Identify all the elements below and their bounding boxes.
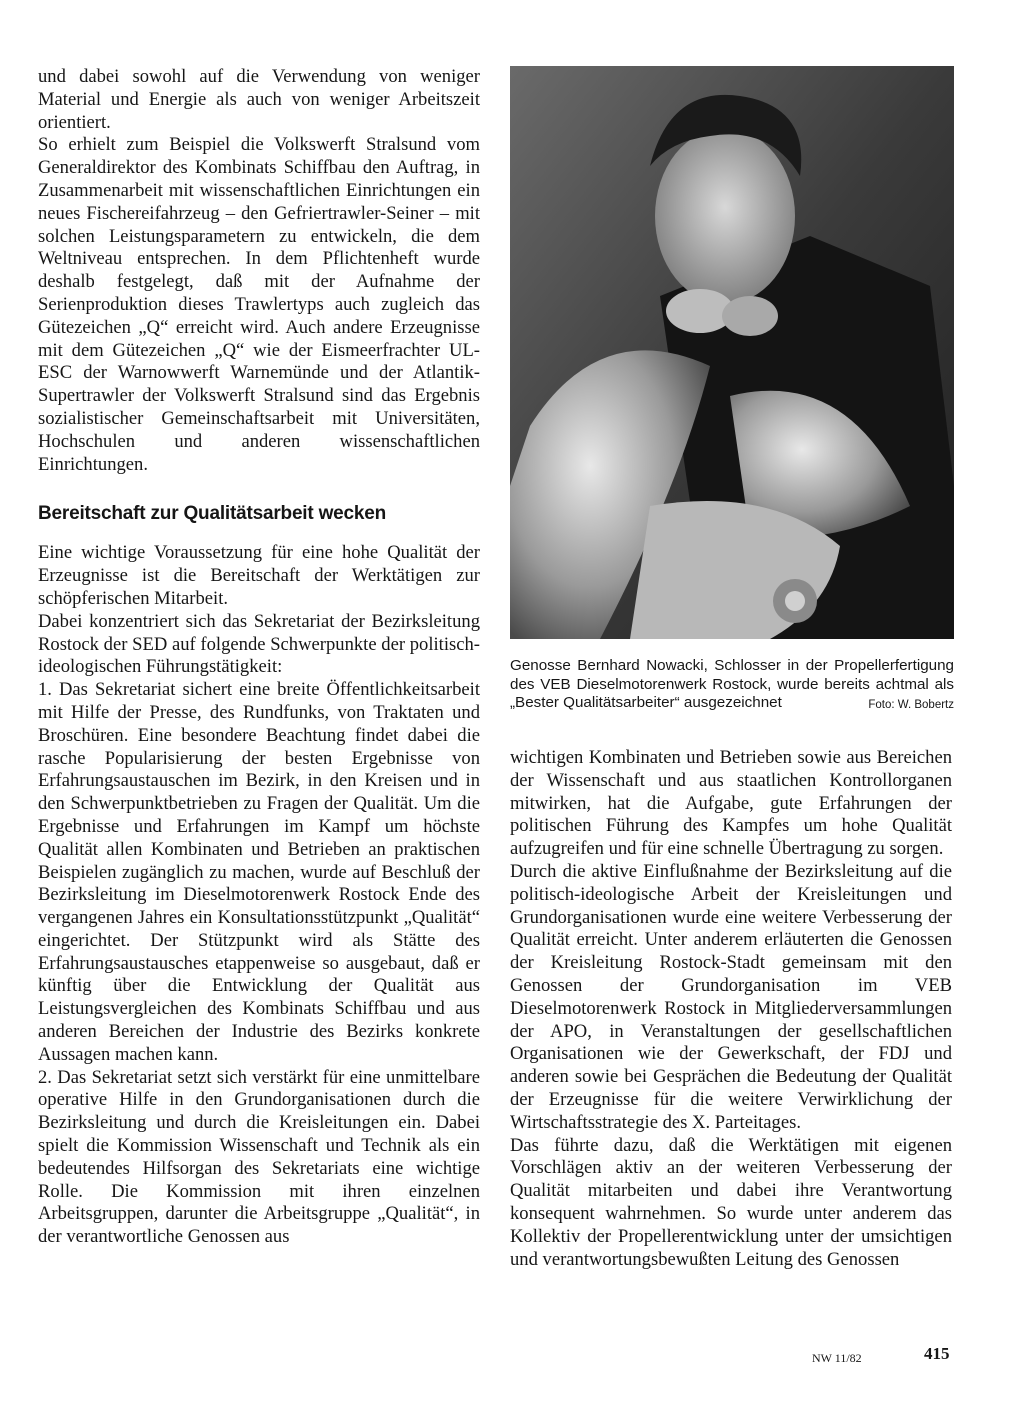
right-paragraph-2: Durch die aktive Einflußnahme der Bezirksleitung auf die politisch-ideologische Arbeit der Kreisleitungen und Grundorganisationen wurde eine weitere Verbesserung der Qualität erreicht. Unter anderem erläuterten die Genossen der Kreisleitung Rostock-Stadt gemeinsam mit den Genossen der Grundorganisation im VEB Dieselmotorenwerk Rostock in Mitgliederversammlungen der APO, in Veranstaltungen der gesellschaftlichen Organisationen wie der Gewerkschaft, der FDJ und anderen sowie bei Gesprächen die Bedeutung der Qualität der Erzeugnisse für die weitere Verwirklichung der Wirtschaftsstrategie des X. Parteitages.	[510, 860, 952, 1133]
journal-issue-code: NW 11/82	[812, 1351, 862, 1365]
photo-credit: Foto: W. Bobertz	[868, 699, 954, 711]
body-paragraph-2: Dabei konzentriert sich das Sekretariat der Bezirksleitung Rostock der SED auf folgende Schwerpunkte der politisch-ideologischen Führungstätigkeit:	[38, 610, 480, 678]
right-column	[510, 747, 952, 1271]
worker-photo	[510, 66, 954, 639]
body-paragraph-1: Eine wichtige Voraussetzung für eine hohe Qualität der Erzeugnisse ist die Bereitschaft der Werktätigen zur schöpferischen Mitarbeit.	[38, 542, 480, 609]
right-paragraph-3: Das führte dazu, daß die Werktätigen mit eigenen Vorschlägen aktiv an der weiteren Verbesserung der Qualität mitarbeiten und dabei ihre Verantwortung konsequent wahrnehmen. So wurde unter anderem das Kollektiv der Propellerentwicklung unter der umsichtigen und verantwortungsbewußten Leitung des Genossen	[510, 1134, 952, 1270]
left-column	[38, 66, 480, 1249]
body-paragraph-3: 1. Das Sekretariat sichert eine breite Öffentlichkeitsarbeit mit Hilfe der Presse, des Rundfunks, von Traktaten und Broschüren. Eine besondere Beachtung findet dabei die rasche Popularisierung der besten Ergebnisse von Erfahrungsaustauschen im Bezirk, in den Kreisen und in den Schwerpunktbetrieben zu Fragen der Qualität. Um die Ergebnisse und Erfahrungen im Kampf um höchste Qualität allen Kombinaten und Betrieben an praktischen Beispielen zugänglich zu machen, wurde auf Beschluß der Bezirksleitung im Dieselmotorenwerk Rostock Ende des vergangenen Jahres ein Konsultationsstützpunkt „Qualität“ eingerichtet. Der Stützpunkt wird als Stätte des Erfahrungsaustausches etappenweise so ausgebaut, daß er künftig über die Entwicklung der Qualität aus Leistungsvergleichen des Kombinats Schiffbau und aus anderen Bereichen der Industrie des Bezirks konkrete Aussagen machen kann.	[38, 679, 480, 1065]
section-heading: Bereitschaft zur Qualitätsarbeit wecken	[38, 503, 387, 525]
body-paragraph-4: 2. Das Sekretariat setzt sich verstärkt für eine unmittelbare operative Hilfe in den Grundorganisationen durch die Bezirksleitung und durch die Kreisleitungen ein. Dabei spielt die Kommission Wissenschaft und Technik als ein bedeutendes Hilfsorgan des Sekretariats eine wichtige Rolle. Die Kommission mit ihren einzelnen Arbeitsgruppen, darunter die Arbeitsgruppe „Qualität“, in der verantwortliche Genossen aus	[38, 1066, 480, 1248]
photo-caption	[510, 657, 954, 715]
photo-illustration	[510, 66, 954, 639]
caption-text: Genosse Bernhard Nowacki, Schlosser in der Propellerfertigung des VEB Dieselmotorenwerk Rostock, wurde bereits achtmal als „Bester Qualitätsarbeiter“ ausgezeichnet	[510, 657, 954, 711]
page-number: 415	[924, 1344, 950, 1363]
intro-paragraph-2: So erhielt zum Beispiel die Volkswerft Stralsund vom Generaldirektor des Kombinats Schiffbau den Auftrag, in Zusammenarbeit mit wissenschaftlichen Einrichtungen ein neues Fischereifahrzeug – den Gefriertrawler-Seiner – mit solchen Leistungsparametern zu entwickeln, die dem Weltniveau entsprechen. In dem Pflichtenheft wurde deshalb festgelegt, daß mit der Aufnahme der Serienproduktion dieses Trawlertyps auch zugleich das Gütezeichen „Q“ erreicht wird. Auch andere Erzeugnisse mit dem Gütezeichen „Q“ wie der Eismeerfrachter UL-ESC der Warnowwerft Warnemünde und der Atlantik-Supertrawler der Volkswerft Stralsund sind das Ergebnis sozialistischer Gemeinschaftsarbeit mit Universitäten, Hochschulen und anderen wissenschaftlichen Einrichtungen.	[38, 134, 480, 475]
right-paragraph-1: wichtigen Kombinaten und Betrieben sowie aus Bereichen der Wissenschaft und aus staatlichen Kontrollorganen mitwirken, hat die Aufgabe, gute Erfahrungen der politischen Führung des Kampfes um hohe Qualität aufzugreifen und für eine schnelle Übertragung zu sorgen.	[510, 747, 952, 860]
intro-paragraph-1: und dabei sowohl auf die Verwendung von weniger Material und Energie als auch von weniger Arbeitszeit orientiert.	[38, 66, 480, 133]
